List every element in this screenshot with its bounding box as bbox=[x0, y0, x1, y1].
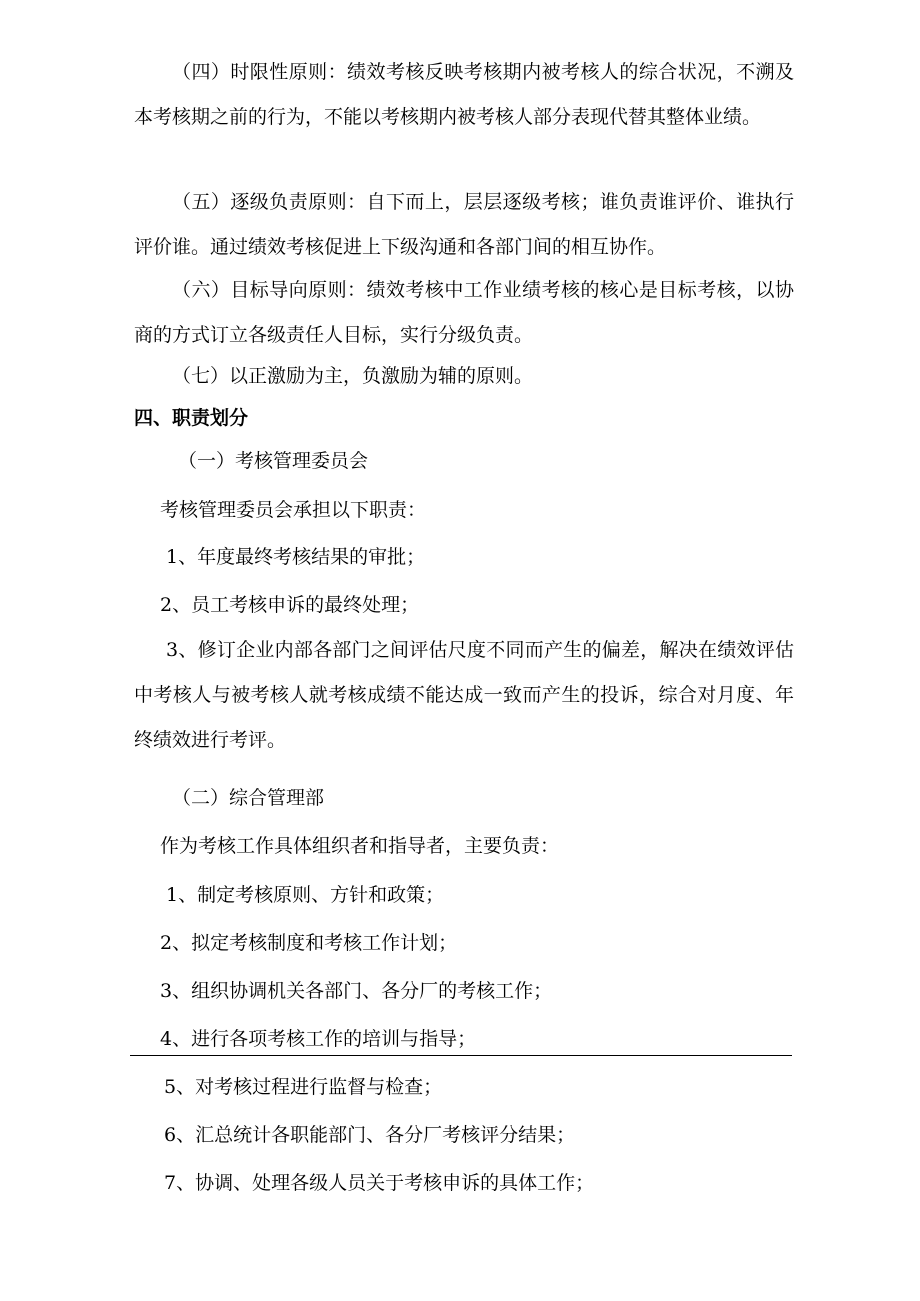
list-item: 2、员工考核申诉的最终处理； bbox=[160, 594, 420, 616]
subsection-heading: （一）考核管理委员会 bbox=[178, 450, 369, 472]
section-heading: 四、职责划分 bbox=[134, 407, 249, 429]
principle-5-paragraph: （五）逐级负责原则：自下而上，层层逐级考核；谁负责谁评价、谁执行评价谁。通过绩效考核促进上下级沟通和各部门间的相互协作。 bbox=[134, 191, 794, 258]
principle-7-paragraph: （七）以正激励为主，负激励为辅的原则。 bbox=[172, 365, 534, 387]
horizontal-divider bbox=[130, 1055, 792, 1056]
list-item: 4、进行各项考核工作的培训与指导； bbox=[160, 1028, 477, 1050]
subsection-heading: （二）综合管理部 bbox=[172, 787, 325, 809]
principle-4-paragraph: （四）时限性原则：绩效考核反映考核期内被考核人的综合状况，不溯及本考核期之前的行为，不能以考核期内被考核人部分表现代替其整体业绩。 bbox=[134, 61, 794, 128]
list-item: 2、拟定考核制度和考核工作计划； bbox=[160, 932, 458, 954]
list-item: 1、制定考核原则、方针和政策； bbox=[166, 884, 445, 906]
principle-6-paragraph: （六）目标导向原则：绩效考核中工作业绩考核的核心是目标考核，以协商的方式订立各级责任人目标，实行分级负责。 bbox=[134, 279, 794, 346]
list-item: 6、汇总统计各职能部门、各分厂考核评分结果； bbox=[164, 1124, 576, 1146]
list-item: 7、协调、处理各级人员关于考核申诉的具体工作； bbox=[164, 1172, 595, 1194]
list-item: 5、对考核过程进行监督与检查； bbox=[164, 1076, 443, 1098]
intro-text: 作为考核工作具体组织者和指导者，主要负责： bbox=[160, 835, 560, 857]
list-item: 3、组织协调机关各部门、各分厂的考核工作； bbox=[160, 980, 553, 1002]
list-item: 3、修订企业内部各部门之间评估尺度不同而产生的偏差，解决在绩效评估中考核人与被考核人就考核成绩不能达成一致而产生的投诉，综合对月度、年终绩效进行考评。 bbox=[134, 639, 794, 751]
list-item: 1、年度最终考核结果的审批； bbox=[166, 546, 426, 568]
intro-text: 考核管理委员会承担以下职责： bbox=[160, 499, 427, 521]
